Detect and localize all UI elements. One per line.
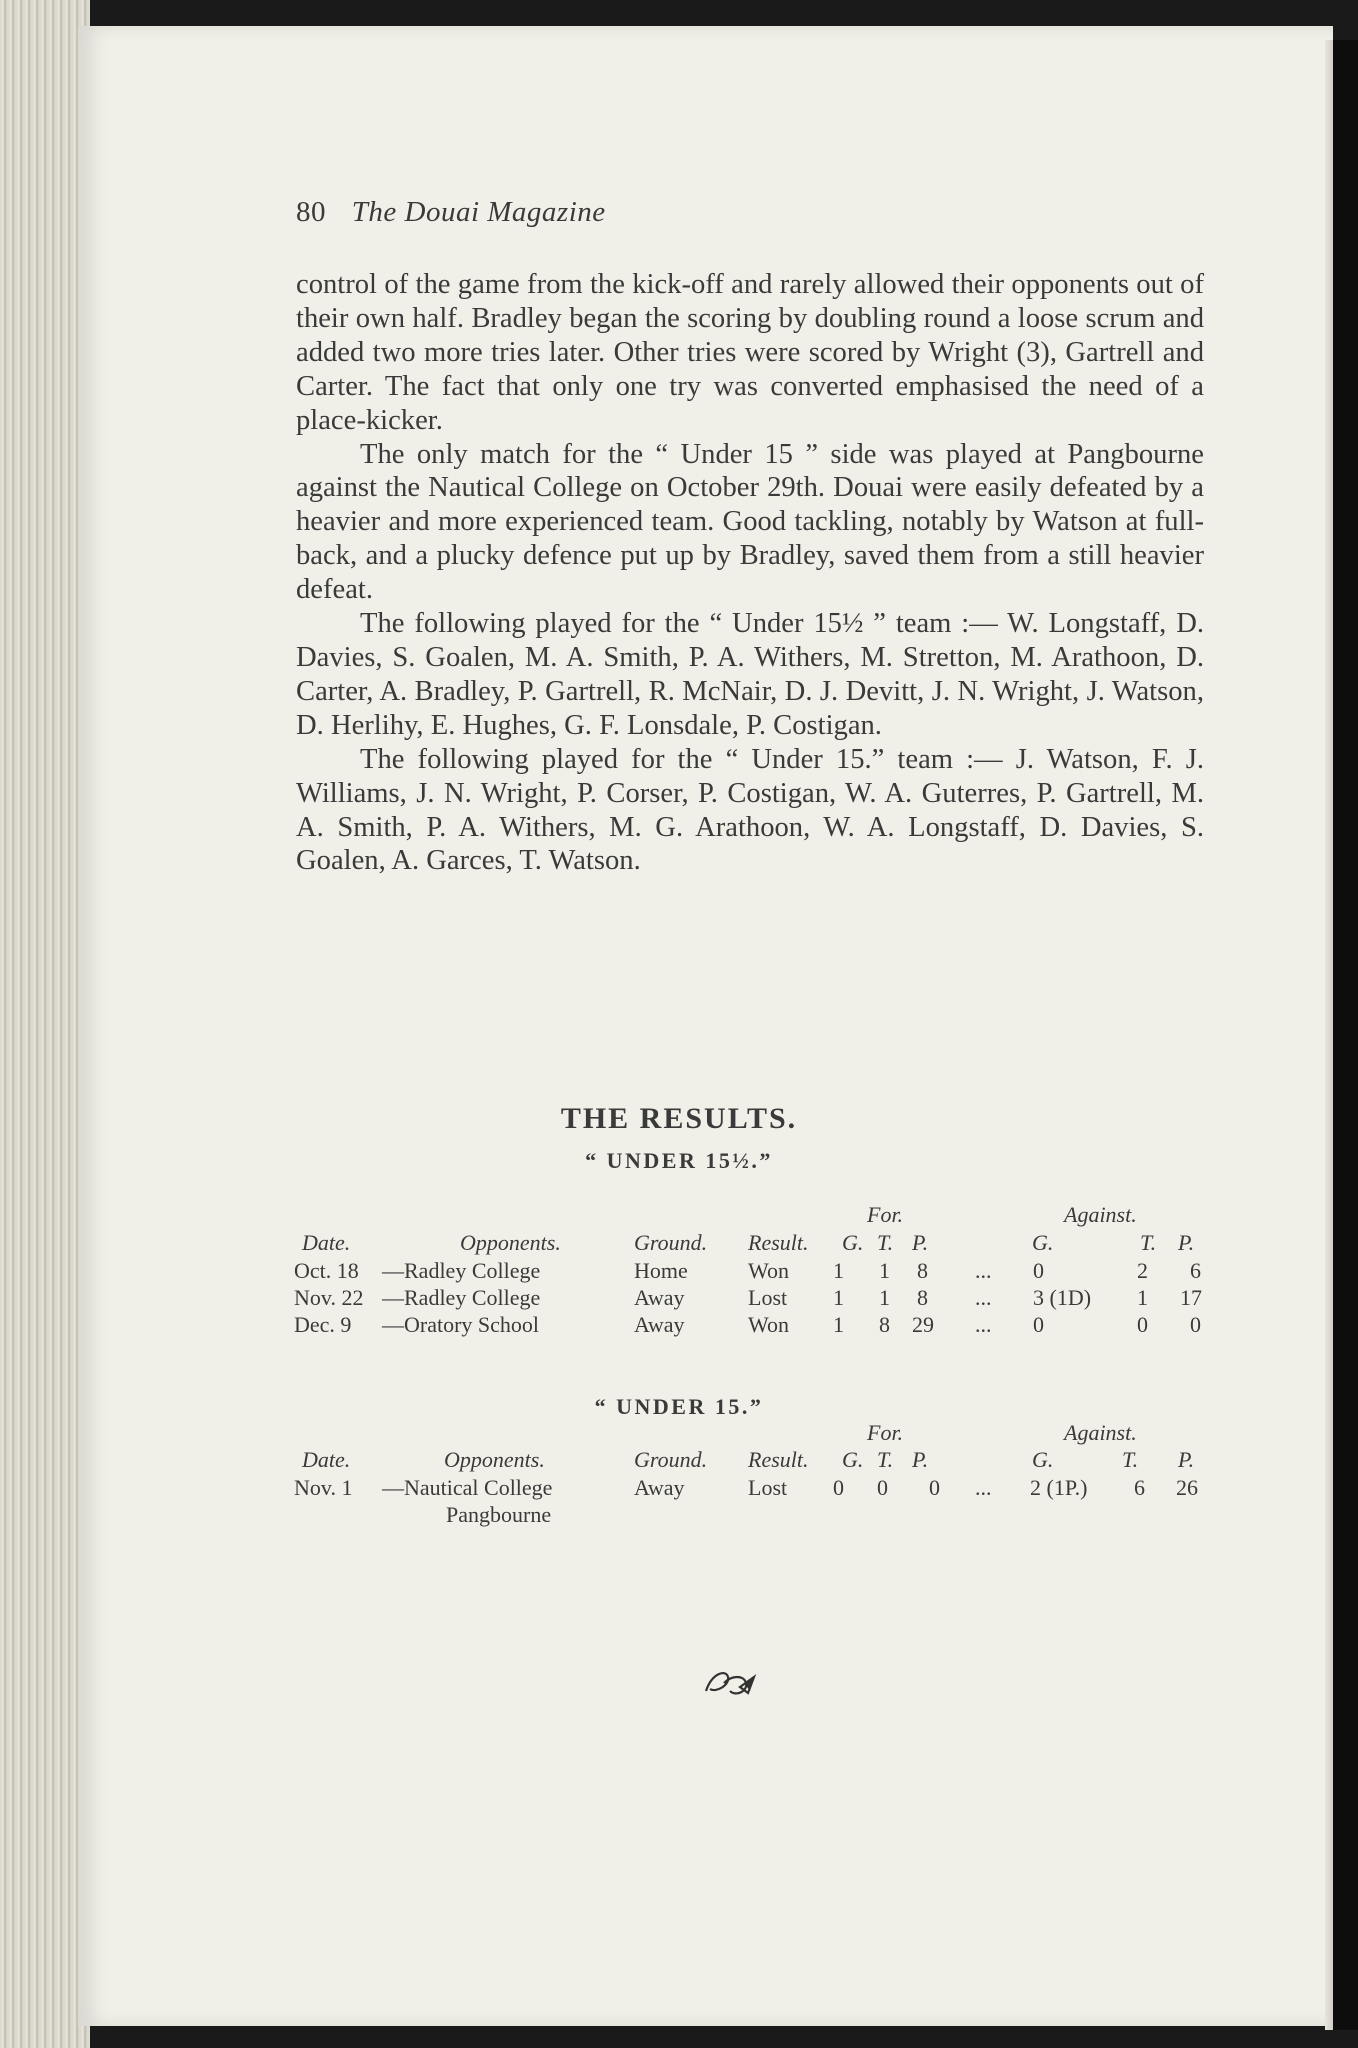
table1-col-date: Date.: [302, 1230, 351, 1255]
table2-heading: “ UNDER 15.”: [594, 1394, 764, 1419]
table2-col-opponents: Opponents.: [444, 1447, 545, 1472]
table-cell-for-p: 0: [929, 1475, 940, 1500]
paragraph-1: control of the game from the kick-off and rarely allowed their opponents out of their own half. Bradley began the scoring by doubling round a loose scrum and added two more tries later. Other tries were scored by Wright (3), Gartrell and Carter. The fact that only one try was converted emphasised the need of a place-kicker.: [296, 269, 1204, 436]
magazine-title: The Douai Magazine: [351, 196, 606, 228]
table-cell-for-g: 1: [833, 1312, 844, 1337]
table-cell-date: Nov. 22: [294, 1285, 364, 1310]
table-cell-dots: ...: [975, 1312, 992, 1337]
table2-col-date: Date.: [302, 1447, 351, 1472]
table-cell-for-g: 1: [833, 1285, 844, 1310]
table1-col-opponents: Opponents.: [460, 1230, 561, 1255]
table1-heading: “ UNDER 15½.”: [585, 1148, 773, 1173]
table1-col-against-g: G.: [1032, 1230, 1054, 1255]
table-cell-for-g: 0: [833, 1475, 844, 1500]
table-cell-for-t: 1: [879, 1258, 890, 1283]
table-cell-for-p: 8: [917, 1285, 928, 1310]
table-cell-for-t: 8: [879, 1312, 890, 1337]
printer-ornament-icon: [700, 1663, 760, 1703]
table-cell-against-p: 26: [1176, 1475, 1198, 1500]
table-cell-date: Nov. 1: [294, 1475, 353, 1500]
table-cell-result: Lost: [748, 1285, 788, 1310]
table-cell-for-t: 0: [877, 1475, 888, 1500]
table-cell-against-g: 2 (1P.): [1030, 1475, 1088, 1500]
paragraph-2: The only match for the “ Under 15 ” side was played at Pangbourne against the Nautical College on October 29th. Douai were easily defeated by a heavier and more experienced team. Good tackling, notably by Watson at full-back, and a plucky defence put up by Bradley, saved them from a still heavier defeat.: [296, 438, 1204, 606]
table2-for-label: For.: [867, 1420, 904, 1445]
table-cell-against-g: 0: [1033, 1258, 1044, 1283]
table1-col-result: Result.: [748, 1230, 809, 1255]
table-cell-ground: Away: [634, 1312, 685, 1337]
table-cell-opponent: —Radley College: [382, 1285, 541, 1310]
table-cell-result: Won: [748, 1258, 790, 1283]
table-cell-date: Dec. 9: [294, 1312, 352, 1337]
table-cell-for-p: 29: [912, 1312, 934, 1337]
table-cell-for-t: 1: [879, 1285, 890, 1310]
table-cell-ground: Home: [634, 1258, 688, 1283]
table-cell-dots: ...: [975, 1258, 992, 1283]
paragraph-4: The following played for the “ Under 15.” team :— J. Watson, F. J. Williams, J. N. Wright, P. Corser, P. Costigan, W. A. Guterres, P. Gartrell, M. A. Smith, P. A. Withers, M. G. Arathoon, W. A. Longstaff, D. Davies, S. Goalen, A. Garces, T. Watson.: [296, 743, 1204, 877]
table1-col-ground: Ground.: [634, 1230, 708, 1255]
table-cell-against-p: 6: [1190, 1258, 1201, 1283]
table-cell-against-t: 6: [1134, 1475, 1145, 1500]
running-header: [296, 196, 606, 229]
table2-col-for-t: T.: [877, 1447, 894, 1472]
table-cell-against-t: 0: [1137, 1312, 1148, 1337]
results-title: THE RESULTS.: [560, 1102, 798, 1135]
table-cell-against-p: 17: [1180, 1285, 1202, 1310]
table2-col-against-g: G.: [1032, 1447, 1054, 1472]
table2-col-against-t: T.: [1122, 1447, 1139, 1472]
table-cell-against-g: 3 (1D): [1033, 1285, 1092, 1310]
table1-col-against-t: T.: [1140, 1230, 1157, 1255]
table-cell-for-p: 8: [917, 1258, 928, 1283]
table-cell-dots: ...: [975, 1475, 992, 1500]
table-cell-against-t: 1: [1137, 1285, 1148, 1310]
table2-col-ground: Ground.: [634, 1447, 708, 1472]
table-cell-ground: Away: [634, 1285, 685, 1310]
table-cell-against-t: 2: [1137, 1258, 1148, 1283]
paragraph-3: The following played for the “ Under 15½ ” team :— W. Longstaff, D. Davies, S. Goalen, M. A. Smith, P. A. Withers, M. Stretton, M. Arathoon, D. Carter, A. Bradley, P. Gartrell, R. McNair, D. J. Devitt, J. N. Wright, J. Watson, D. Herlihy, E. Hughes, G. F. Lonsdale, P. Costigan.: [296, 608, 1204, 741]
table2-col-against-p: P.: [1178, 1447, 1195, 1472]
table-cell-opponent: —Radley College: [382, 1258, 541, 1283]
table-cell-against-g: 0: [1033, 1312, 1044, 1337]
table-cell-ground: Away: [634, 1475, 685, 1500]
book-page-edges: [0, 0, 90, 2048]
table2-col-for-g: G.: [842, 1447, 864, 1472]
table-cell-date: Oct. 18: [294, 1258, 359, 1283]
table-cell-opponent-line2: Pangbourne: [446, 1502, 552, 1527]
table-cell-opponent: —Oratory School: [382, 1312, 540, 1337]
table1-col-for-g: G.: [842, 1230, 864, 1255]
table1-col-against-p: P.: [1178, 1230, 1195, 1255]
table-cell-result: Won: [748, 1312, 790, 1337]
article-body: [296, 268, 1204, 878]
next-page-edge: [1325, 40, 1333, 2030]
table-cell-for-g: 1: [833, 1258, 844, 1283]
table-cell-opponent: —Nautical College: [382, 1475, 553, 1500]
book-cover-edge: [1333, 40, 1358, 2030]
table2-col-result: Result.: [748, 1447, 809, 1472]
table2-against-label: Against.: [1064, 1420, 1137, 1445]
table-cell-result: Lost: [748, 1475, 788, 1500]
table1-for-label: For.: [867, 1202, 904, 1227]
table1-col-for-t: T.: [877, 1230, 894, 1255]
page-number: 80: [296, 196, 326, 228]
table2-col-for-p: P.: [912, 1447, 929, 1472]
table-cell-against-p: 0: [1190, 1312, 1201, 1337]
table-cell-dots: ...: [975, 1285, 992, 1310]
table1-against-label: Against.: [1064, 1202, 1137, 1227]
table1-col-for-p: P.: [912, 1230, 929, 1255]
